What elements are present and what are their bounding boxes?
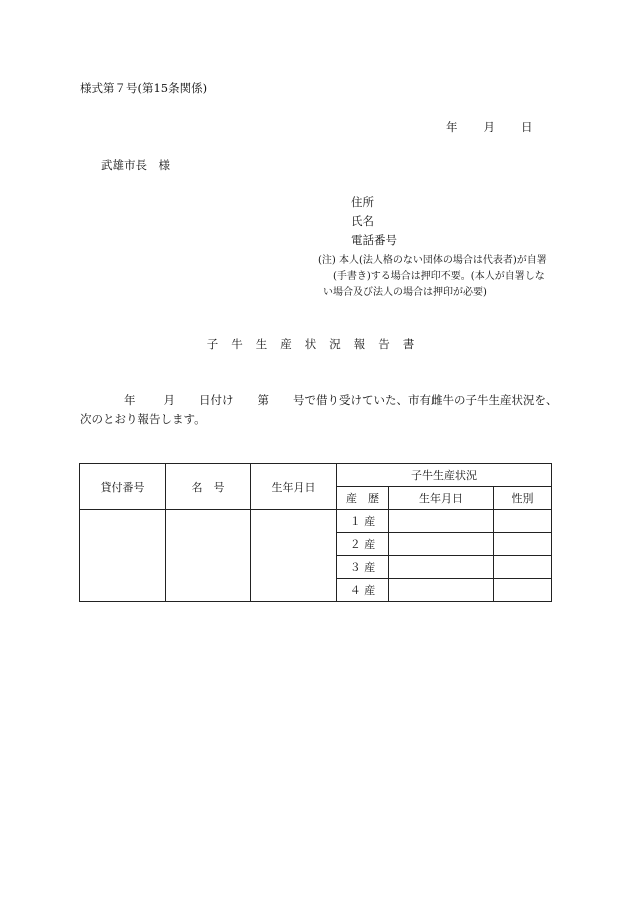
calf-birth-date-cell[interactable] bbox=[389, 510, 494, 533]
header-calf-status: 子牛生産状況 bbox=[337, 464, 552, 487]
body-line-2: 次のとおり報告します。 bbox=[80, 412, 206, 426]
body-line-1 bbox=[124, 392, 558, 408]
birth-history-cell: ２ 産 bbox=[337, 533, 389, 556]
phone-label: 電話番号 bbox=[351, 233, 397, 247]
date-month-label: 月 bbox=[483, 120, 495, 134]
date-line bbox=[446, 119, 533, 135]
header-birth-history: 産 歴 bbox=[337, 487, 389, 510]
body-year-label: 年 bbox=[124, 393, 136, 407]
document-title: 子牛生産状況報告書 bbox=[206, 337, 428, 351]
header-loan-number: 貸付番号 bbox=[80, 464, 166, 510]
note-line-1: (注) 本人(法人格のない団体の場合は代表者)が自署 bbox=[318, 255, 547, 266]
address-label: 住所 bbox=[351, 195, 374, 209]
date-day-label: 日 bbox=[521, 120, 533, 134]
calf-birth-date-cell[interactable] bbox=[389, 533, 494, 556]
body-dated-label: 日付け bbox=[199, 393, 234, 407]
header-calf-birth-date: 生年月日 bbox=[389, 487, 494, 510]
birth-history-cell: ４ 産 bbox=[337, 579, 389, 602]
addressee: 武雄市長 様 bbox=[101, 158, 170, 172]
loan-number-cell[interactable] bbox=[80, 510, 166, 602]
header-sex: 性別 bbox=[494, 487, 552, 510]
name-label: 氏名 bbox=[351, 214, 374, 228]
calf-birth-date-cell[interactable] bbox=[389, 579, 494, 602]
body-text-rest: 号で借り受けていた、市有雌牛の子牛生産状況を、 bbox=[293, 393, 558, 407]
sex-cell[interactable] bbox=[494, 556, 552, 579]
sex-cell[interactable] bbox=[494, 533, 552, 556]
table-row bbox=[80, 510, 552, 533]
note-line-2: (手書き)する場合は押印不要。(本人が自署しな bbox=[333, 271, 545, 282]
table-header-row bbox=[80, 464, 552, 487]
calf-production-table bbox=[79, 463, 552, 602]
birth-history-cell: １ 産 bbox=[337, 510, 389, 533]
note-line-3: い場合及び法人の場合は押印が必要) bbox=[323, 287, 487, 298]
form-number: 様式第７号(第15条関係) bbox=[80, 81, 208, 95]
calf-birth-date-cell[interactable] bbox=[389, 556, 494, 579]
name-cell[interactable] bbox=[166, 510, 251, 602]
header-name: 名 号 bbox=[166, 464, 251, 510]
header-birth-date: 生年月日 bbox=[251, 464, 337, 510]
body-month-label: 月 bbox=[163, 393, 175, 407]
birth-history-cell: ３ 産 bbox=[337, 556, 389, 579]
sex-cell[interactable] bbox=[494, 579, 552, 602]
birth-date-cell[interactable] bbox=[251, 510, 337, 602]
body-number-prefix: 第 bbox=[257, 393, 269, 407]
date-year-label: 年 bbox=[446, 120, 458, 134]
sex-cell[interactable] bbox=[494, 510, 552, 533]
